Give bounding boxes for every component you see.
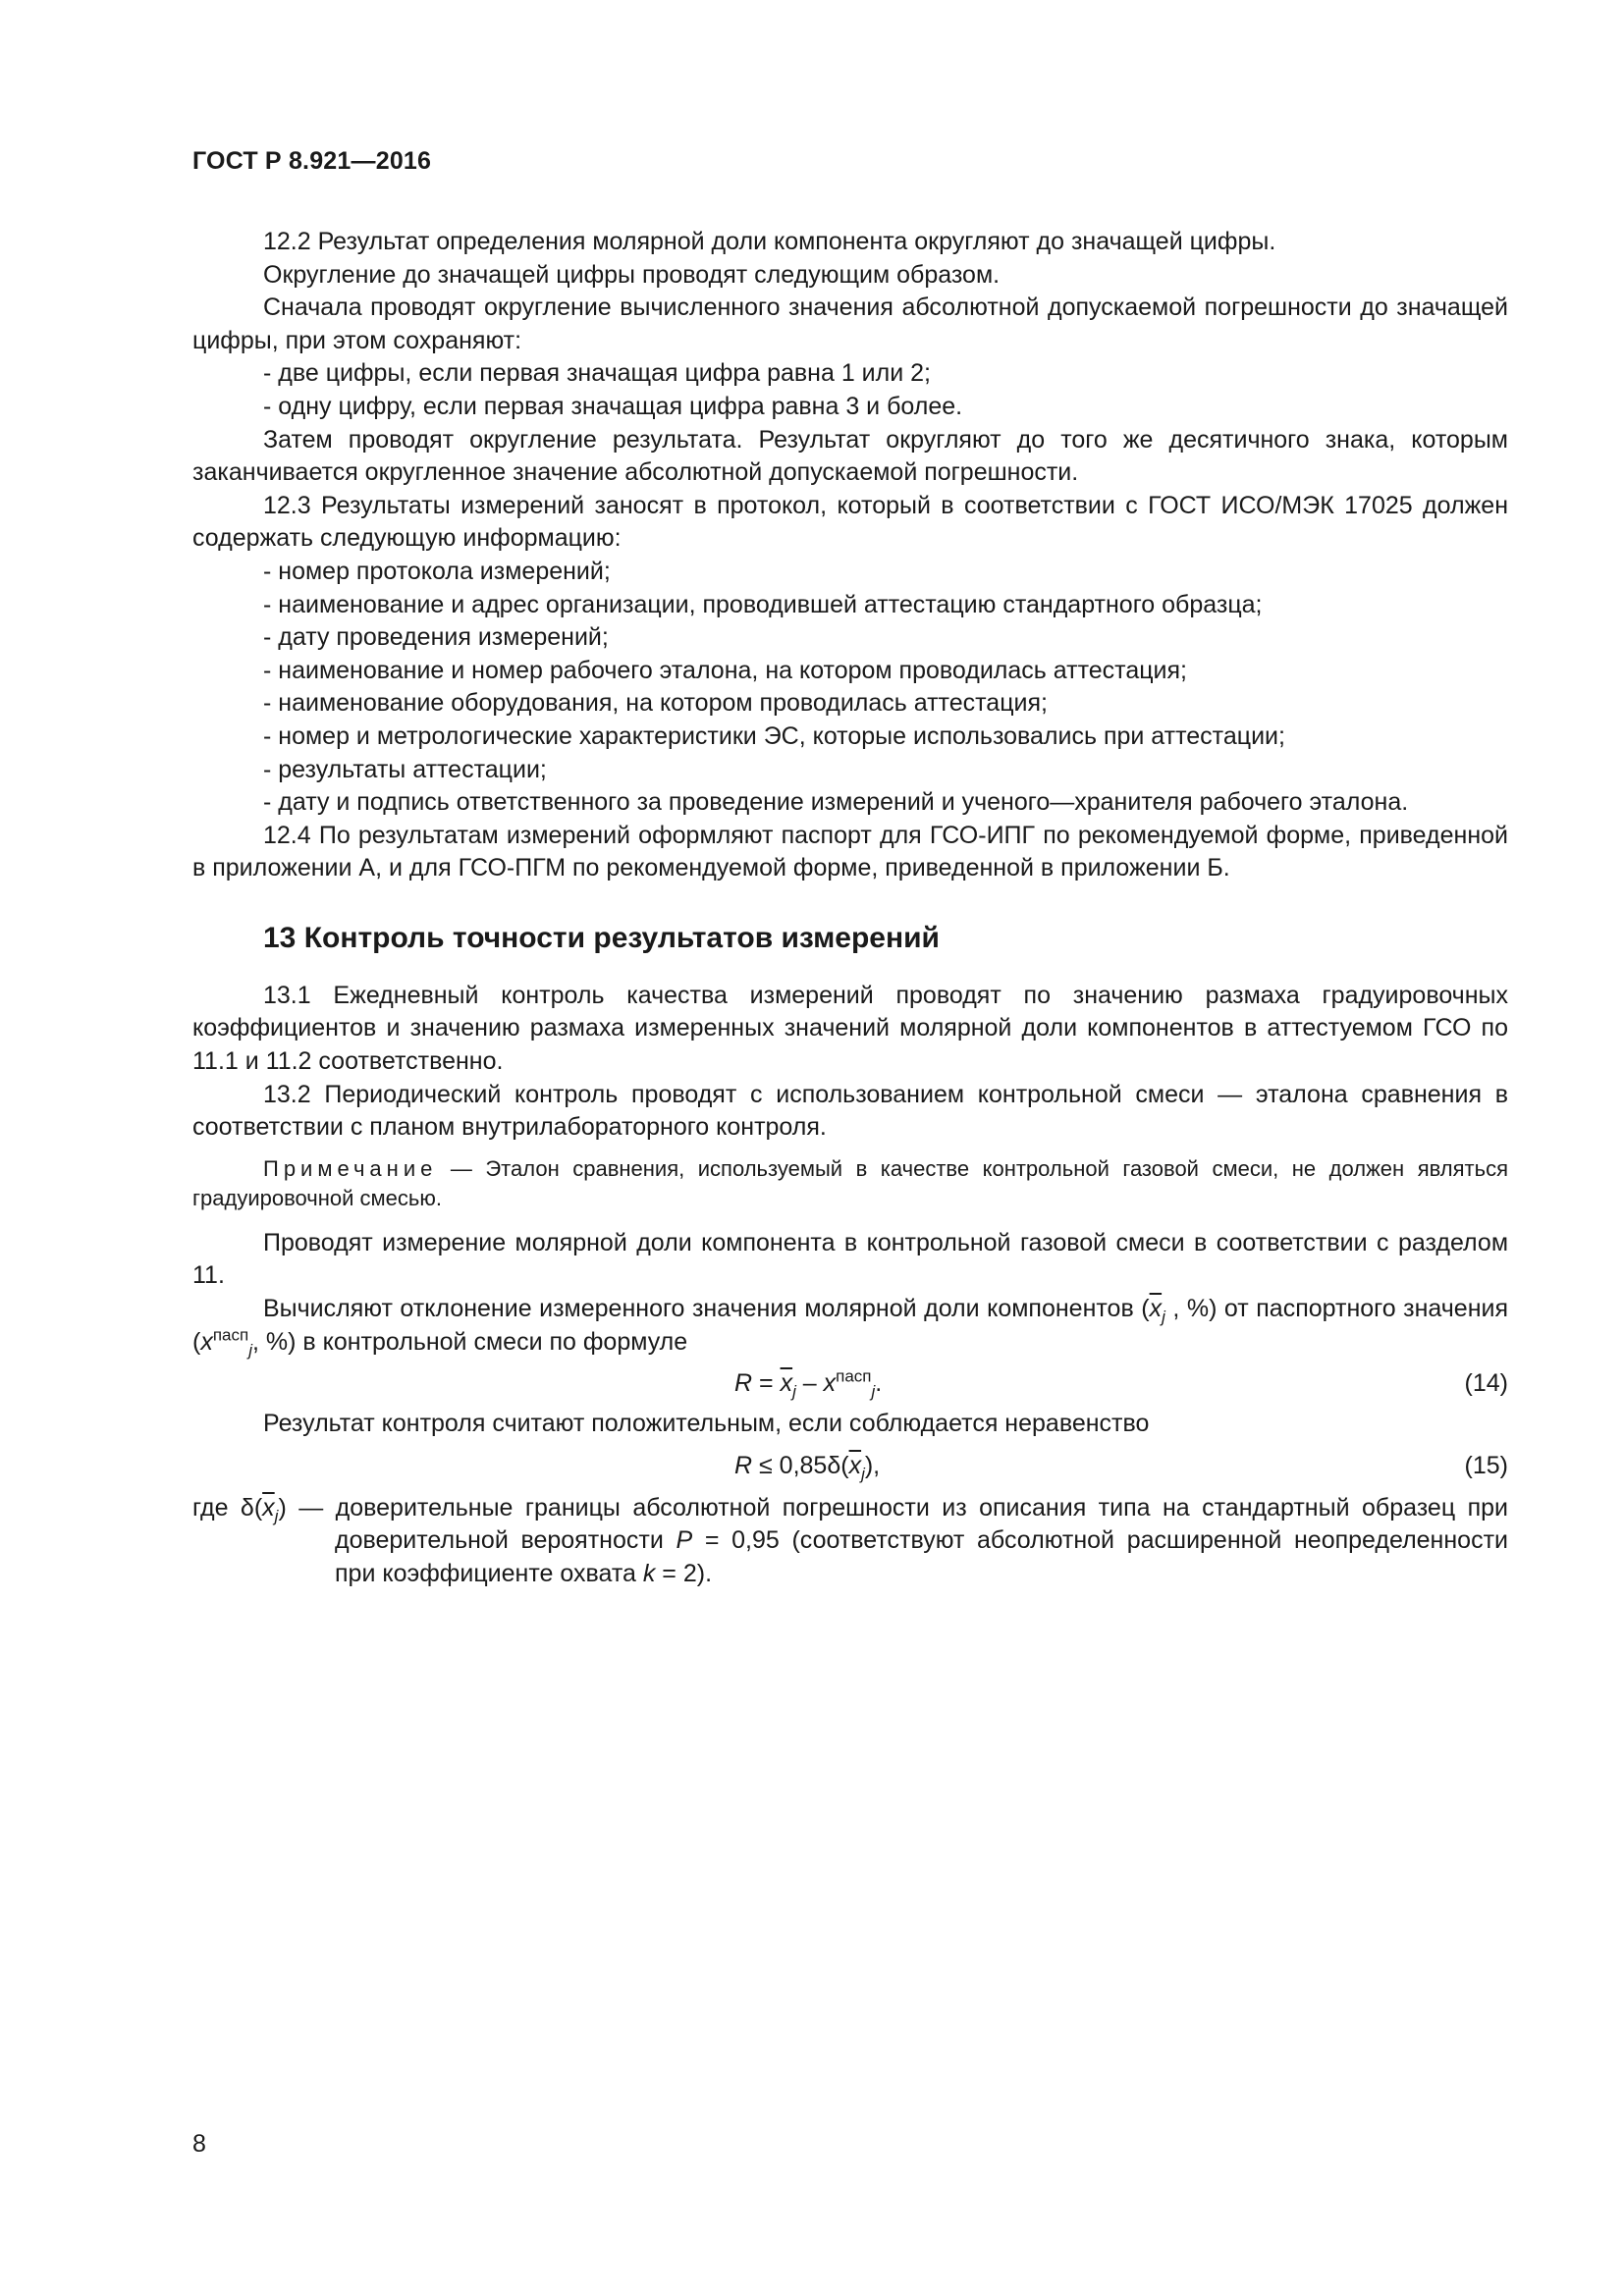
text-run: , %) от паспортного значения ( [192, 1295, 1509, 1356]
paragraph-measure: Проводят измерение молярной доли компонента в контрольной газовой смеси в соответствии с разделом 11. [192, 1228, 1508, 1290]
where-clause [192, 1492, 1508, 1591]
text-run: Вычисляют отклонение измеренного значения молярной доли компонентов ( [263, 1295, 1150, 1323]
document-body [192, 226, 1508, 1591]
symbol-j: j [861, 1464, 865, 1483]
protocol-list [192, 556, 1508, 820]
formula-14-expression [734, 1359, 882, 1408]
paragraph-then: Затем проводят округление результата. Результат округляют до того же десятичного знака, которым заканчивается округленное значение абсолютной допускаемой погрешности. [192, 425, 1508, 487]
formula-15 [192, 1441, 1508, 1490]
list-item: - наименование и адрес организации, проводившей аттестацию стандартного образца; [263, 590, 1263, 618]
formula-14 [192, 1359, 1508, 1408]
symbol-j: j [248, 1340, 252, 1360]
symbol-P: P [676, 1526, 693, 1555]
page-number: 8 [192, 2130, 206, 2158]
symbol-pasp: пасп [212, 1325, 249, 1345]
section-13-title: 13 Контроль точности результатов измерений [263, 921, 940, 954]
equation-number-14: (14) [1464, 1369, 1508, 1398]
paragraph-12-2: 12.2 Результат определения молярной доли компонента округляют до значащей цифры. [263, 228, 1276, 255]
text-run: – [795, 1369, 824, 1398]
text-run: = 0,95 (соответствуют абсолютной расширенной неопределенности при коэффициенте охвата [335, 1526, 1508, 1587]
paragraph-13-1: 13.1 Ежедневный контроль качества измерений проводят по значению размаха градуировочных коэффициентов и значению размаха измеренных значений молярной доли компонентов в аттестуемом ГСО по 11.1 и 11.2 соответственно. [192, 981, 1508, 1076]
note-label: Примечание [263, 1155, 438, 1181]
text-run: ) — доверительные границы абсолютной погрешности из описания типа на стандартный образец при доверительной вероятности [278, 1493, 1508, 1555]
symbol-R: R [734, 1369, 753, 1398]
standard-header: ГОСТ Р 8.921—2016 [192, 147, 432, 175]
paragraph-first-rounding: Сначала проводят округление вычисленного значения абсолютной допускаемой погрешности до значащей цифры, при этом сохраняют: [192, 294, 1508, 354]
symbol-x-mean: $\overline{x}$ [262, 1493, 275, 1522]
symbol-x-mean: $\overline{x}$ [780, 1369, 793, 1398]
paragraph-result: Результат контроля считают положительным, если соблюдается неравенство [263, 1410, 1150, 1438]
list-item: - номер протокола измерений; [263, 557, 611, 585]
list-item: - наименование оборудования, на котором проводилась аттестация; [263, 689, 1048, 718]
note-text: — Эталон сравнения, используемый в качестве контрольной газовой смеси, не должен являться градуировочной смесью. [192, 1155, 1508, 1210]
list-item: - дату и подпись ответственного за проведение измерений и ученого—хранителя рабочего эталона. [263, 788, 1409, 817]
text-run: = [752, 1369, 781, 1398]
symbol-j: j [871, 1382, 876, 1402]
note [192, 1154, 1508, 1213]
text-run: ), [864, 1451, 881, 1479]
paragraph-rounding: Округление до значащей цифры проводят следующим образом. [263, 260, 1001, 289]
symbol-x-mean: $\overline{x}$ [1149, 1295, 1163, 1323]
text-run: = 2). [655, 1560, 713, 1587]
symbol-x: x [823, 1369, 837, 1398]
text-run: ≤ 0,85δ( [752, 1451, 849, 1479]
rounding-rule-1: - две цифры, если первая значащая цифра равна 1 или 2; [263, 359, 931, 388]
list-item: - результаты аттестации; [263, 755, 547, 783]
paragraph-12-4: 12.4 По результатам измерений оформляют паспорт для ГСО-ИПГ по рекомендуемой форме, приведенной в приложении А, и для ГСО-ПГМ по рекомендуемой форме, приведенной в приложении Б. [192, 821, 1508, 882]
list-item: - номер и метрологические характеристики ЭС, которые использовались при аттестации; [263, 721, 1285, 750]
paragraph-13-2: 13.2 Периодический контроль проводят с использованием контрольной смеси — эталона сравнения в соответствии с планом внутрилабораторного контроля. [192, 1080, 1508, 1142]
text-run: . [875, 1369, 883, 1398]
symbol-j: j [1162, 1308, 1165, 1327]
list-item: - дату проведения измерений; [263, 623, 609, 652]
paragraph-deviation [192, 1293, 1508, 1359]
symbol-x-mean: $\overline{x}$ [848, 1451, 862, 1479]
equation-number-15: (15) [1464, 1451, 1508, 1479]
symbol-j: j [274, 1506, 279, 1525]
symbol-R: R [734, 1451, 753, 1479]
rounding-rule-2: - одну цифру, если первая значащая цифра равна 3 и более. [263, 392, 963, 420]
paragraph-12-3: 12.3 Результаты измерений заносят в протокол, который в соответствии с ГОСТ ИСО/МЭК 17025 должен содержать следующую информацию: [192, 491, 1508, 553]
text-run: , %) в контрольной смеси по формуле [251, 1327, 688, 1356]
symbol-j: j [792, 1382, 796, 1402]
symbol-k: k [642, 1560, 656, 1587]
symbol-x: x [200, 1327, 213, 1356]
list-item: - наименование и номер рабочего эталона, на котором проводилась аттестация; [263, 656, 1187, 684]
text-run: где δ( [192, 1493, 263, 1522]
symbol-pasp: пасп [836, 1366, 872, 1386]
formula-15-expression [734, 1441, 880, 1490]
